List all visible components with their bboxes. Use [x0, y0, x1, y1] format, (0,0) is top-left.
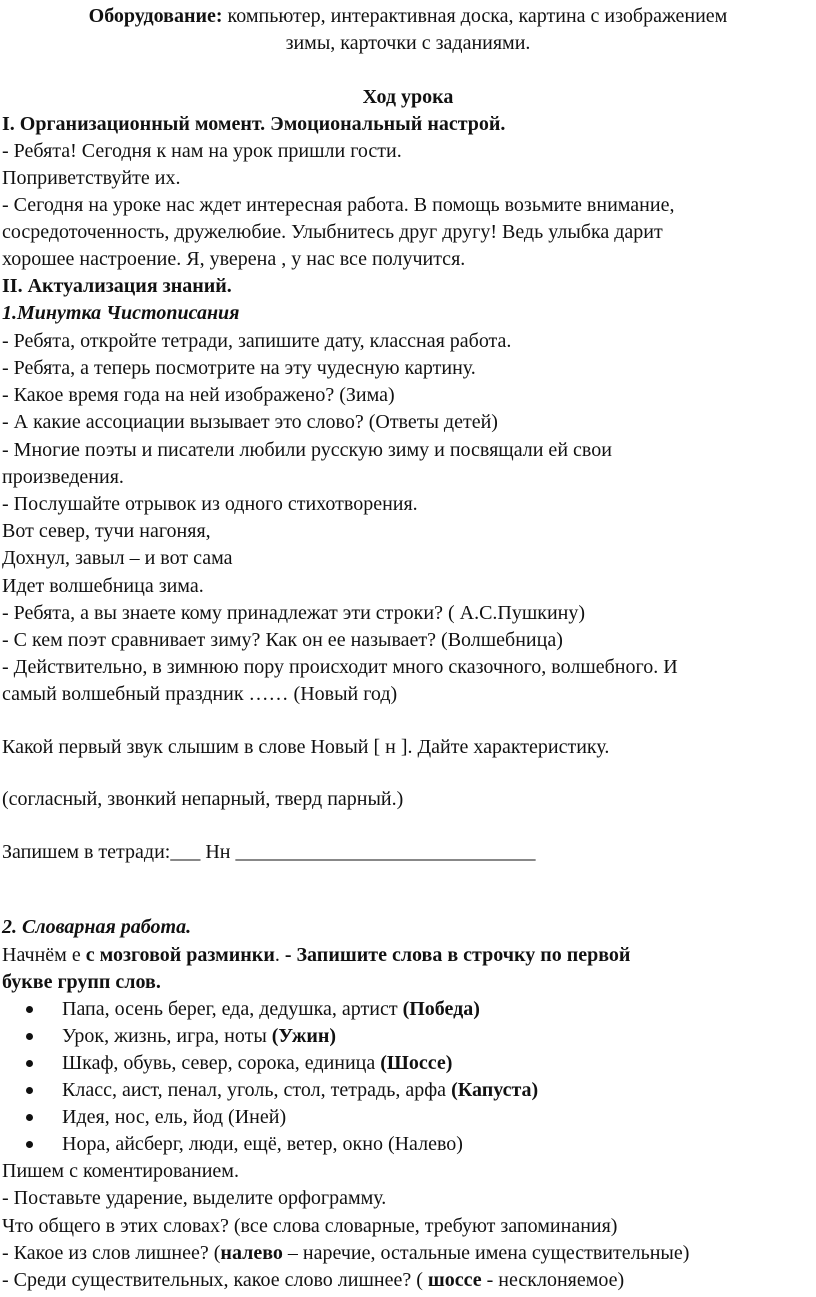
bullet-icon	[26, 1087, 33, 1094]
bullet-icon	[26, 1114, 33, 1121]
vocab-after-line: - Поставьте ударение, выделите орфограмму.	[2, 1187, 387, 1209]
sound-question: Какой первый звук слышим в слове Новый [ н ]. Дайте характеристику.	[2, 736, 610, 758]
section2-line: - Послушайте отрывок из одного стихотворения.	[2, 493, 418, 515]
vocab-title: 2. Словарная работа.	[2, 916, 192, 938]
section2-title: II. Актуализация знаний.	[2, 275, 232, 297]
odd-noun-question	[2, 1267, 624, 1294]
section1-line: Поприветствуйте их.	[2, 167, 181, 189]
odd-word-bold: налево	[220, 1242, 283, 1264]
sound-answer: (согласный, звонкий непарный, тверд парный.)	[2, 788, 404, 810]
list-item-text: Нора, айсберг, люди, ещё, ветер, окно (Налево)	[62, 1133, 463, 1155]
vocab-intro-bold: с мозговой разминки	[85, 944, 275, 966]
lesson-heading: Ход урока	[362, 86, 454, 108]
poem-line: Дохнул, завыл – и вот сама	[2, 547, 233, 569]
odd-noun-text: - Среди существительных, какое слово лишнее? (	[2, 1269, 428, 1291]
section2-line: - Действительно, в зимнюю пору происходит много сказочного, волшебного. И	[2, 656, 678, 678]
vocab-after-line: Пишем с коментированием.	[2, 1160, 239, 1182]
list-item	[62, 1050, 452, 1077]
section1-title: I. Организационный момент. Эмоциональный настрой.	[2, 113, 506, 135]
list-item	[62, 1104, 286, 1131]
odd-word-question	[2, 1240, 689, 1267]
vocab-after-line: Что общего в этих словах? (все слова словарные, требуют запоминания)	[2, 1215, 618, 1237]
odd-noun-bold: шоссе	[427, 1269, 482, 1291]
section1-line: - Сегодня на уроке нас ждет интересная работа. В помощь возьмите внимание,	[2, 194, 675, 216]
equipment-line-2: зимы, карточки с заданиями.	[285, 32, 531, 54]
section1-line: сосредоточенность, дружелюбие. Улыбнитесь друг другу! Ведь улыбка дарит	[2, 221, 663, 243]
odd-word-text: - Какое из слов лишнее? (	[2, 1242, 221, 1264]
notebook-line: Запишем в тетради:___ Нн ______________________________	[2, 841, 536, 863]
section2-line: - Какое время года на ней изображено? (Зима)	[2, 384, 395, 406]
section1-line: - Ребята! Сегодня к нам на урок пришли гости.	[2, 140, 402, 162]
section2-line: - Ребята, а теперь посмотрите на эту чудесную картину.	[2, 357, 476, 379]
calligraphy-subtitle: 1.Минутка Чистописания	[2, 302, 240, 324]
equipment-text: компьютер, интерактивная доска, картина с изображением	[222, 5, 728, 27]
list-item-text: Идея, нос, ель, йод (Иней)	[62, 1106, 287, 1128]
odd-word-text: – наречие, остальные имена существительные)	[282, 1242, 690, 1264]
section2-line: - С кем поэт сравнивает зиму? Как он ее называет? (Волшебница)	[2, 629, 563, 651]
section2-line: - А какие ассоциации вызывает это слово? (Ответы детей)	[2, 411, 498, 433]
list-item	[62, 1077, 538, 1104]
list-item	[62, 996, 480, 1023]
equipment-label: Оборудование:	[88, 5, 223, 27]
vocab-intro-dot: .	[274, 944, 285, 966]
vocab-intro-plain: Начнём е	[2, 944, 86, 966]
section2-line: произведения.	[2, 466, 124, 488]
section2-line: самый волшебный праздник …… (Новый год)	[2, 683, 398, 705]
bullet-icon	[26, 1006, 33, 1013]
list-item-answer: (Победа)	[402, 998, 480, 1020]
list-item	[62, 1131, 463, 1158]
list-item-text: Шкаф, обувь, север, сорока, единица	[62, 1052, 381, 1074]
vocab-intro-task-cont: букве групп слов.	[2, 971, 161, 993]
section2-line: - Ребята, а вы знаете кому принадлежат эти строки? ( А.С.Пушкину)	[2, 602, 586, 624]
odd-noun-text: - несклоняемое)	[481, 1269, 625, 1291]
section2-line: - Многие поэты и писатели любили русскую зиму и посвящали ей свои	[2, 439, 612, 461]
list-item	[62, 1023, 336, 1050]
list-item-text: Класс, аист, пенал, уголь, стол, тетрадь, арфа	[62, 1079, 452, 1101]
bullet-icon	[26, 1141, 33, 1148]
vocab-intro-task: - Запишите слова в строчку по первой	[284, 944, 631, 966]
poem-line: Идет волшебница зима.	[2, 575, 204, 597]
section2-line: - Ребята, откройте тетради, запишите дату, классная работа.	[2, 330, 512, 352]
list-item-text: Папа, осень берег, еда, дедушка, артист	[62, 998, 403, 1020]
list-item-answer: (Ужин)	[271, 1025, 337, 1047]
vocab-intro	[2, 942, 630, 969]
bullet-icon	[26, 1033, 33, 1040]
list-item-answer: (Шоссе)	[380, 1052, 453, 1074]
list-item-text: Урок, жизнь, игра, ноты	[62, 1025, 272, 1047]
equipment-line-1	[0, 3, 816, 30]
list-item-answer: (Капуста)	[451, 1079, 539, 1101]
poem-line: Вот север, тучи нагоняя,	[2, 520, 211, 542]
bullet-icon	[26, 1060, 33, 1067]
section1-line: хорошее настроение. Я, уверена , у нас все получится.	[2, 248, 466, 270]
